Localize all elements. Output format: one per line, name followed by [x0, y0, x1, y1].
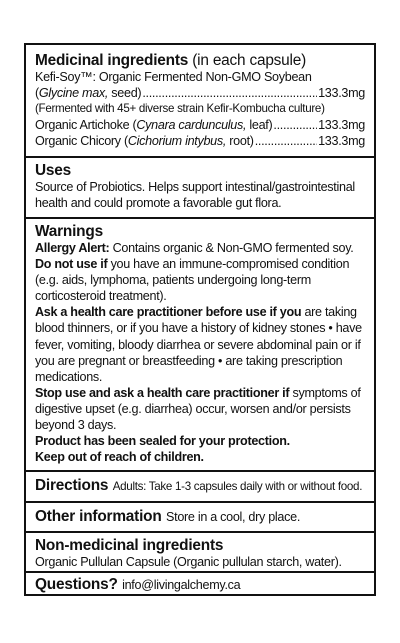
kefi-soy-amount: 133.3mg	[318, 86, 365, 101]
divider	[26, 470, 374, 472]
other-info-section	[26, 508, 374, 526]
uses-heading: Uses	[35, 162, 71, 179]
kefi-soy-note: (Fermented with 45+ diverse strain Kefir-Kombucha culture)	[35, 102, 325, 116]
chicory-amount: 133.3mg	[318, 134, 365, 149]
non-medicinal-text: Organic Pullulan Capsule (Organic pullulan starch, water).	[35, 555, 342, 569]
label-panel	[24, 43, 376, 596]
other-info-heading: Other information	[35, 508, 162, 525]
other-info-text: Store in a cool, dry place.	[166, 510, 301, 524]
medicinal-ingredients-section	[26, 52, 374, 149]
keep-out-notice: Keep out of reach of children.	[35, 450, 204, 465]
do-not-use: Do not use if you have an immune-compromised condition (e.g. aids, lymphoma, patients undergoing long-term corticosteroid treatment).	[35, 257, 350, 304]
divider	[26, 156, 374, 158]
chicory-row: Organic Chicory (Cichorium intybus, root) ..... 133.3mg	[35, 133, 365, 149]
directions-text: Adults: Take 1-3 capsules daily with or without food.	[112, 480, 363, 493]
divider	[26, 217, 374, 219]
uses-section	[26, 162, 374, 211]
non-medicinal-section	[26, 537, 374, 570]
ask-practitioner: Ask a health care practitioner before use if you are taking blood thinners, or if you have a history of kidney stones • have fever, vomiting, bloody diarrhea or severe abdominal pain or if you are pregnant or breastfeeding • are taking prescription medications.	[35, 305, 362, 384]
divider	[26, 571, 374, 573]
leader-dots	[273, 117, 317, 133]
uses-text: Source of Probiotics. Helps support intestinal/gastrointestinal health and could promote a favorable gut flora.	[35, 180, 355, 211]
leader-dots	[255, 133, 317, 149]
medicinal-ingredients-heading: Medicinal ingredients (in each capsule)	[35, 52, 307, 69]
directions-section	[26, 477, 374, 495]
divider	[26, 531, 374, 533]
questions-heading: Questions?	[35, 576, 118, 593]
kefi-soy-row: (Glycine max, seed) ..... 133.3mg	[35, 85, 365, 101]
directions-heading: Directions	[35, 477, 109, 494]
allergy-alert: Allergy Alert: Contains organic & Non-GMO fermented soy.	[35, 241, 354, 255]
non-medicinal-heading: Non-medicinal ingredients	[35, 537, 224, 554]
contact-email: info@livingalchemy.ca	[122, 578, 241, 592]
warnings-section	[26, 223, 374, 465]
sealed-notice: Product has been sealed for your protection.	[35, 434, 290, 449]
kefi-soy-name: Kefi-Soy™: Organic Fermented Non-GMO Soybean	[35, 70, 312, 84]
questions-section	[26, 576, 374, 594]
divider	[26, 501, 374, 503]
artichoke-row: Organic Artichoke (Cynara cardunculus, leaf) ..... 133.3mg	[35, 117, 365, 133]
leader-dots	[142, 85, 317, 101]
warnings-heading: Warnings	[35, 223, 103, 240]
stop-use: Stop use and ask a health care practitioner if symptoms of digestive upset (e.g. diarrhea) occur, worsen and/or persists beyond 3 days.	[35, 385, 361, 433]
artichoke-amount: 133.3mg	[318, 118, 365, 133]
